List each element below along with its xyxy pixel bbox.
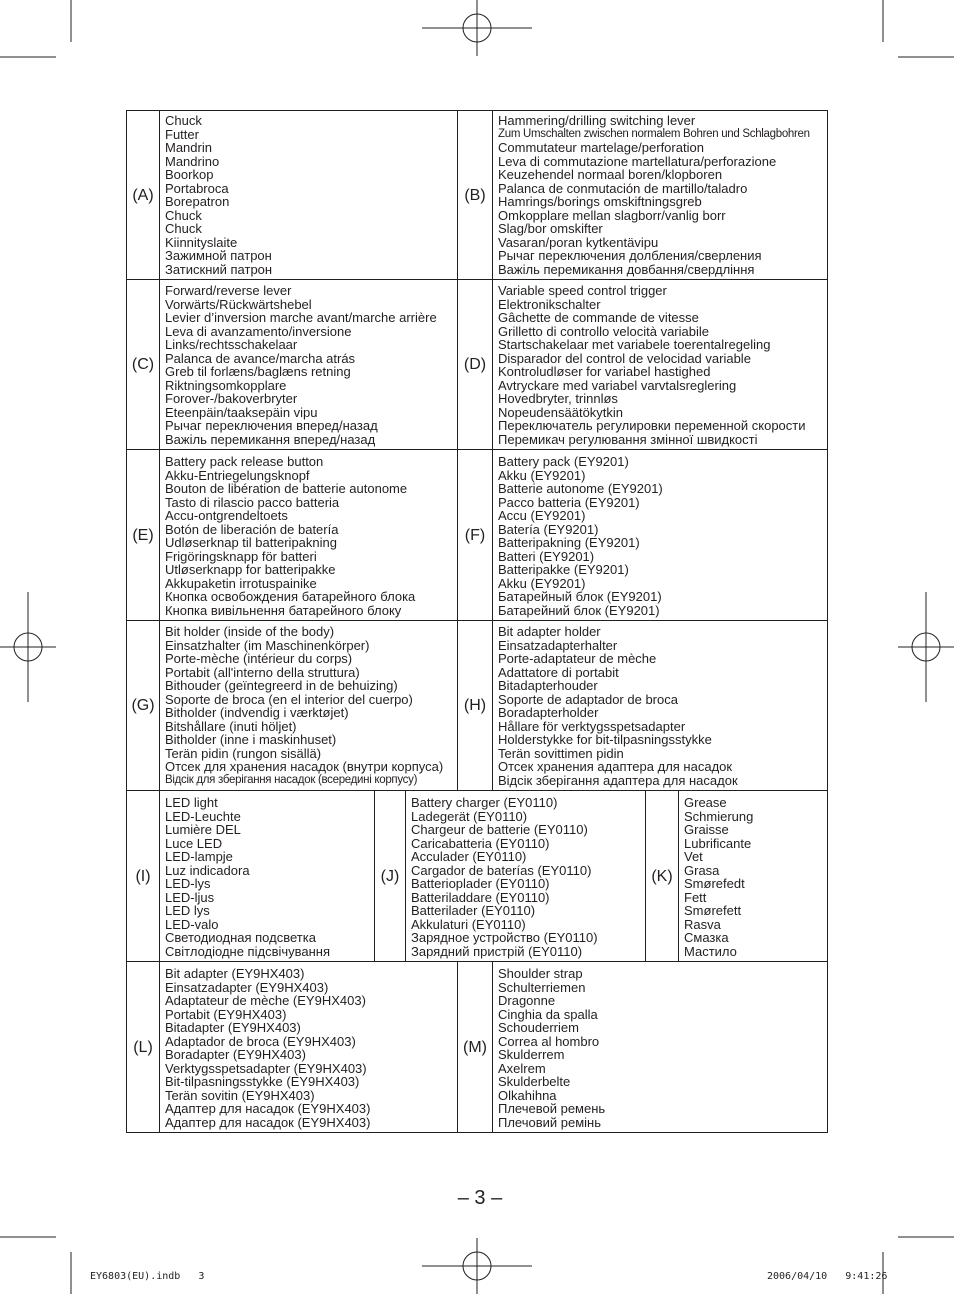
cell-f-text [498, 455, 663, 617]
text-line: Commutateur martelage/perforation [498, 140, 704, 155]
text-line: Cinghia da spalla [498, 1006, 598, 1022]
text-line: Chuck [165, 221, 202, 236]
text-line: LED-ljus [165, 889, 215, 905]
text-line: Zum Umschalten zwischen normalem Bohren und Schlagbohren [498, 127, 810, 140]
text-line: Batteripakke (EY9201) [498, 562, 629, 577]
text-line: Pacco batteria (EY9201) [498, 494, 640, 510]
text-line: Frigöringsknapp för batteri [165, 548, 317, 564]
key-j: (J) [380, 868, 400, 885]
text-line: LED lys [165, 903, 210, 918]
text-line: Levier d’inversion marche avant/marche arrière [165, 310, 437, 325]
text-line: Caricabatteria (EY0110) [411, 835, 550, 851]
text-line: Porte-adaptateur de mèche [498, 651, 657, 666]
text-line: Verktygsspetsadapter (EY9HX403) [165, 1060, 367, 1076]
text-line: Links/rechtsschakelaar [165, 337, 298, 352]
text-line: Luce LED [165, 835, 223, 851]
cell-a-text [165, 114, 272, 276]
text-line: Batteriladdare (EY0110) [411, 889, 550, 905]
text-line: Vorwärts/Rückwärtshebel [165, 296, 312, 312]
text-line: Kiinnityslaite [165, 234, 238, 250]
key-l: (L) [133, 1039, 153, 1056]
cell-g-text [165, 625, 443, 787]
text-line: Адаптер для насадок (EY9HX403) [165, 1114, 371, 1130]
cell-k-text [684, 796, 753, 958]
text-line: Gâchette de commande de vitesse [498, 310, 699, 325]
text-line: Terän sovittimen pidin [498, 745, 624, 761]
text-line: Батарейний блок (EY9201) [498, 602, 660, 618]
text-line: Batterie autonome (EY9201) [498, 481, 663, 496]
text-line: Schouderriem [498, 1020, 579, 1035]
text-line: Utløserknapp for batteripakke [165, 562, 336, 577]
text-line: Variable speed control trigger [498, 283, 667, 298]
cell-j-text [411, 796, 598, 958]
text-line: Startschakelaar met variabele toerentalregeling [498, 337, 771, 352]
text-line: Grease [684, 795, 727, 810]
text-line: LED-lys [165, 876, 211, 891]
text-line: Soporte de broca (en el interior del cuerpo) [165, 691, 413, 707]
text-line: Плечовий ремінь [498, 1114, 602, 1130]
text-line: Bit-tilpasningsstykke (EY9HX403) [165, 1074, 360, 1089]
column-divider [492, 961, 493, 1132]
text-line: Tasto di rilascio pacco batteria [165, 494, 340, 510]
text-line: Hållare för verktygsspetsadapter [498, 718, 686, 734]
text-line: Відсік зберігання адаптера для насадок [498, 772, 738, 788]
text-line: Avtryckare med variabel varvtalsreglering [498, 377, 737, 393]
text-line: Bitadapter (EY9HX403) [165, 1020, 301, 1035]
text-line: Зарядний пристрій (EY0110) [411, 943, 583, 959]
key-m: (M) [463, 1039, 487, 1056]
text-line: Battery pack release button [165, 454, 324, 469]
text-line: Зажимной патрон [165, 248, 272, 263]
text-line: Akku-Entriegelungsknopf [165, 467, 310, 483]
text-line: Boradapter (EY9HX403) [165, 1047, 306, 1062]
footer-timestamp: 2006/04/10 9:41:26 [767, 1271, 888, 1282]
column-divider [457, 110, 458, 791]
row-divider [126, 449, 828, 450]
text-line: Адаптер для насадок (EY9HX403) [165, 1101, 371, 1116]
text-line: Palanca de conmutación de martillo/taladro [498, 180, 748, 196]
text-line: Відсік для зберігання насадок (всередині корпусу) [165, 773, 418, 786]
text-line: Adaptateur de mèche (EY9HX403) [165, 993, 366, 1008]
text-line: Плечевой ремень [498, 1101, 606, 1116]
text-line: Leva di commutazione martellatura/perforazione [498, 153, 777, 169]
key-e: (E) [132, 527, 154, 544]
text-line: Elektronikschalter [498, 296, 601, 312]
text-line: Hamrings/borings omskiftningsgreb [498, 194, 702, 209]
key-d: (D) [463, 356, 487, 373]
text-line: Shoulder strap [498, 966, 583, 981]
cell-b-text [498, 114, 810, 276]
text-line: Rasva [684, 916, 721, 932]
text-line: Skulderbelte [498, 1074, 571, 1089]
text-line: Lumière DEL [165, 822, 241, 837]
text-line: Смазка [684, 930, 729, 945]
text-line: Рычаг переключения вперед/назад [165, 418, 378, 433]
text-line: Bitadapterhouder [498, 678, 598, 693]
text-line: Bouton de libération de batterie autonome [165, 481, 408, 496]
text-line: Chargeur de batterie (EY0110) [411, 822, 588, 837]
text-line: Світлодіодне підсвічування [165, 943, 331, 959]
text-line: Отсек для хранения насадок (внутри корпуса) [165, 759, 444, 774]
key-i: (I) [135, 868, 151, 885]
text-line: Akkulaturi (EY0110) [411, 916, 526, 932]
text-line: Slag/bor omskifter [498, 221, 603, 236]
text-line: Soporte de adaptador de broca [498, 691, 678, 707]
text-line: Bit adapter (EY9HX403) [165, 966, 305, 981]
column-divider [159, 110, 160, 1132]
text-line: Graisse [684, 822, 729, 837]
text-line: Einsatzadapterhalter [498, 637, 618, 653]
text-line: Axelrem [498, 1060, 546, 1076]
text-line: Mandrin [165, 140, 212, 155]
text-line: Omkopplare mellan slagborr/vanlig borr [498, 207, 726, 223]
text-line: Accu-ontgrendeltoets [165, 508, 288, 523]
text-line: Bit adapter holder [498, 624, 601, 639]
text-line: Затискний патрон [165, 261, 273, 277]
text-line: Важіль перемикання довбання/свердління [498, 261, 755, 277]
text-line: Bithouder (geïntegreerd in de behuizing) [165, 678, 398, 693]
text-line: Hammering/drilling switching lever [498, 113, 696, 128]
text-line: Bitshållare (inuti höljet) [165, 718, 297, 734]
key-c: (C) [131, 356, 155, 373]
text-line: Bitholder (inne i maskinhuset) [165, 732, 337, 747]
text-line: LED-Leuchte [165, 808, 241, 824]
cell-c-text [165, 284, 437, 446]
text-line: Ladegerät (EY0110) [411, 808, 528, 824]
text-line: Portabroca [165, 180, 229, 196]
text-line: Accu (EY9201) [498, 508, 586, 523]
key-a: (A) [132, 187, 154, 204]
text-line: Riktningsomkopplare [165, 377, 287, 393]
text-line: LED-lampje [165, 849, 233, 864]
text-line: Akku (EY9201) [498, 575, 586, 591]
text-line: Disparador del control de velocidad variable [498, 350, 751, 366]
text-line: Botón de liberación de batería [165, 521, 339, 537]
page-number: – 3 – [457, 1187, 503, 1209]
text-line: Udløserknap til batteripakning [165, 535, 337, 550]
text-line: Forward/reverse lever [165, 283, 292, 298]
text-line: Nopeudensäätökytkin [498, 404, 624, 420]
text-line: Мастило [684, 943, 737, 959]
cell-d-text [498, 284, 806, 446]
text-line: Bitholder (indvendig i værktøjet) [165, 705, 349, 720]
text-line: Batterioplader (EY0110) [411, 876, 550, 891]
text-line: Зарядное устройство (EY0110) [411, 930, 598, 945]
footer-file: EY6803(EU).indb 3 [90, 1271, 205, 1282]
text-line: Fett [684, 889, 707, 905]
text-line: LED light [165, 795, 218, 810]
text-line: Dragonne [498, 993, 556, 1008]
key-k: (K) [651, 868, 673, 885]
key-g: (G) [131, 697, 155, 714]
row-divider [126, 279, 828, 280]
text-line: Батарейный блок (EY9201) [498, 589, 662, 604]
text-line: Leva di avanzamento/inversione [165, 323, 352, 339]
text-line: Batteri (EY9201) [498, 548, 595, 564]
text-line: Einsatzadapter (EY9HX403) [165, 979, 329, 995]
text-line: Forover-/bakoverbryter [165, 391, 298, 406]
text-line: Светодиодная подсветка [165, 930, 316, 945]
text-line: Acculader (EY0110) [411, 849, 527, 864]
text-line: Batterilader (EY0110) [411, 903, 536, 918]
column-divider [405, 790, 406, 961]
text-line: Battery charger (EY0110) [411, 795, 558, 810]
text-line: Palanca de avance/marcha atrás [165, 350, 356, 366]
cell-e-text [165, 455, 415, 617]
text-line: Grasa [684, 862, 720, 878]
text-line: Greb til forlæns/baglæns retning [165, 364, 351, 379]
text-line: Cargador de baterías (EY0110) [411, 862, 592, 878]
text-line: Terän sovitin (EY9HX403) [165, 1087, 315, 1103]
text-line: Grilletto di controllo velocità variabile [498, 323, 709, 339]
text-line: LED-valo [165, 916, 219, 932]
text-line: Batería (EY9201) [498, 521, 599, 537]
text-line: Holderstykke for bit-tilpasningsstykke [498, 732, 712, 747]
text-line: Vasaran/poran kytkentävipu [498, 234, 659, 250]
text-line: Portabit (EY9HX403) [165, 1006, 287, 1022]
text-line: Adaptador de broca (EY9HX403) [165, 1033, 356, 1049]
text-line: Boradapterholder [498, 705, 599, 720]
text-line: Кнопка освобождения батарейного блока [165, 589, 416, 604]
cell-h-text [498, 625, 738, 787]
text-line: Terän pidin (rungon sisällä) [165, 745, 322, 761]
text-line: Schmierung [684, 808, 754, 824]
text-line: Borepatron [165, 194, 230, 209]
row-divider [126, 961, 828, 962]
text-line: Adattatore di portabit [498, 664, 619, 680]
text-line: Eteenpäin/taaksepäin vipu [165, 404, 318, 420]
text-line: Перемикач регулювання змінної швидкості [498, 431, 758, 447]
text-line: Переключатель регулировки переменной скорости [498, 418, 806, 433]
text-line: Akku (EY9201) [498, 467, 586, 483]
text-line: Skulderrem [498, 1047, 565, 1062]
text-line: Mandrino [165, 153, 220, 169]
text-line: Hovedbryter, trinnløs [498, 391, 618, 406]
key-f: (F) [464, 527, 486, 544]
text-line: Portabit (all'interno della struttura) [165, 664, 360, 680]
key-b: (B) [464, 187, 486, 204]
cell-l-text [165, 967, 370, 1129]
column-divider [492, 110, 493, 791]
text-line: Kontroludløser for variabel hastighed [498, 364, 711, 379]
text-line: Batteripakning (EY9201) [498, 535, 640, 550]
column-divider [678, 790, 679, 961]
text-line: Рычаг переключения долбления/сверления [498, 248, 762, 263]
text-line: Кнопка вивільнення батарейного блоку [165, 602, 402, 618]
text-line: Correa al hombro [498, 1033, 600, 1049]
text-line: Vet [684, 849, 703, 864]
text-line: Lubrificante [684, 835, 752, 851]
key-h: (H) [463, 697, 487, 714]
text-line: Chuck [165, 113, 202, 128]
text-line: Futter [165, 126, 199, 142]
text-line: Akkupaketin irrotuspainike [165, 575, 317, 591]
text-line: Bit holder (inside of the body) [165, 624, 335, 639]
cell-m-text [498, 967, 605, 1129]
text-line: Einsatzhalter (im Maschinenkörper) [165, 637, 370, 653]
text-line: Важіль перемикання вперед/назад [165, 431, 376, 447]
text-line: Отсек хранения адаптера для насадок [498, 759, 733, 774]
text-line: Smørefett [684, 903, 742, 918]
text-line: Schulterriemen [498, 979, 586, 995]
text-line: Boorkop [165, 167, 214, 182]
text-line: Porte-mèche (intérieur du corps) [165, 651, 353, 666]
text-line: Olkahihna [498, 1087, 557, 1103]
row-divider [126, 790, 828, 791]
text-line: Battery pack (EY9201) [498, 454, 629, 469]
text-line: Chuck [165, 207, 202, 223]
text-line: Keuzehendel normaal boren/klopboren [498, 167, 723, 182]
text-line: Luz indicadora [165, 862, 250, 878]
text-line: Smørefedt [684, 876, 745, 891]
cell-i-text [165, 796, 330, 958]
row-divider [126, 620, 828, 621]
